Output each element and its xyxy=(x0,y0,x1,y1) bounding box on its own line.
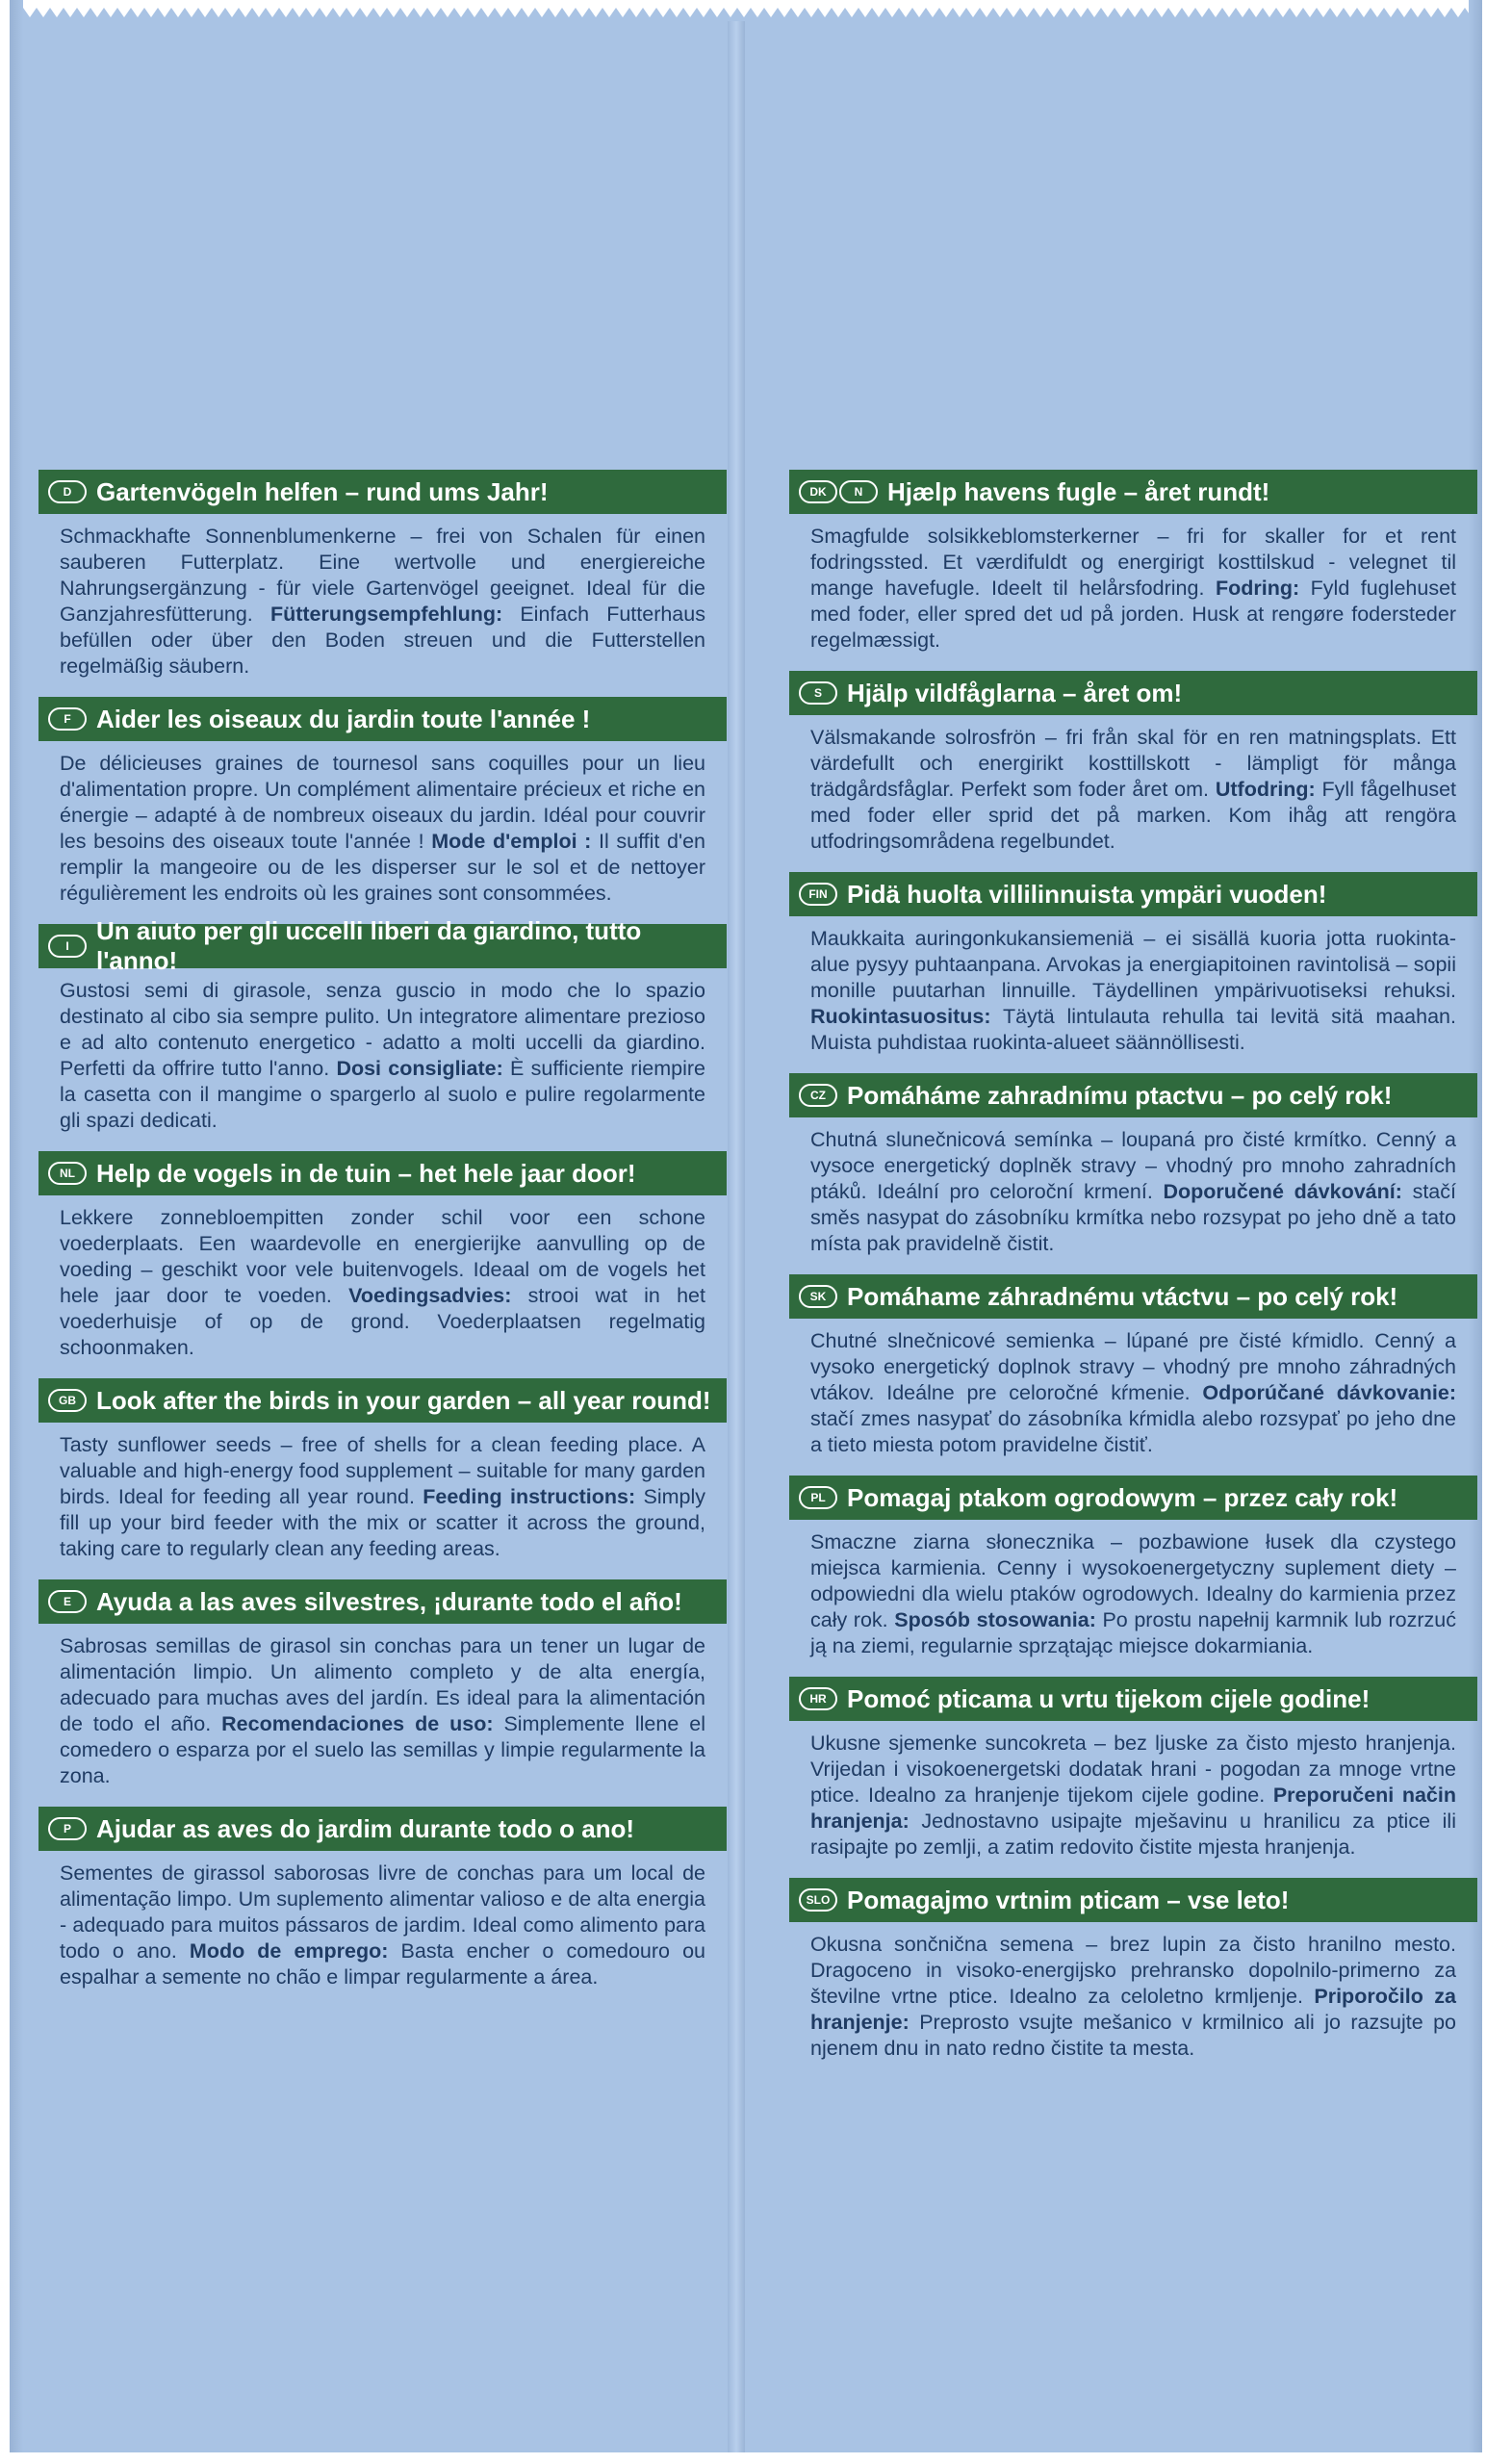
section-body xyxy=(789,1922,1477,2062)
left-column xyxy=(38,470,727,2008)
section-body xyxy=(38,1195,727,1361)
section-title: Pomagaj ptakom ogrodowym – przez cały rok! xyxy=(847,1482,1398,1512)
body-text: De délicieuses graines de tournesol sans coquilles pour un lieu d'alimentation propre. Un complément alimentaire précieux et riche en énergie – adapté à de nombreux oiseaux du jardin. Idéal pour couvrir les besoins des oiseaux toute l'année ! xyxy=(60,752,705,853)
section-title: Help de vogels in de tuin – het hele jaar door! xyxy=(96,1158,636,1188)
language-section xyxy=(38,697,727,907)
section-title: Pomagajmo vrtnim pticam – vse leto! xyxy=(847,1885,1290,1914)
language-code-badge: SK xyxy=(799,1285,837,1308)
section-body xyxy=(789,1117,1477,1257)
section-banner xyxy=(789,1274,1477,1319)
section-body xyxy=(789,1520,1477,1659)
instructions-text: Preprosto vsujte mešanico v krmilnico ali jo razsujte po njenem dnu in nato redno čistite ta mesta. xyxy=(810,2011,1456,2060)
instructions-label: Dosi consigliate: xyxy=(336,1057,503,1080)
instructions-label: Ruokintasuositus: xyxy=(810,1005,991,1028)
instructions-text: stačí zmes nasypať do zásobníka kŕmidla alebo rozsypať po jeho dne a tieto miesta potom pravidelne čistiť. xyxy=(810,1407,1456,1456)
body-text: Gustosi semi di girasole, senza guscio in modo che lo spazio destinato al cibo sia sempre pulito. Un integratore alimentare prezioso e ad alto contenuto energetico - adatto a molti uccelli da giardino. Perfetti da offrire tutto l'anno. xyxy=(60,979,705,1080)
body-text: Lekkere zonnebloempitten zonder schil voor een schone voederplaats. Een waardevolle en energierijke aanvulling op de voeding – geschikt voor vele buitenvogels. Ideaal om de vogels het hele jaar door te voeden. xyxy=(60,1206,705,1307)
instructions-text: Täytä lintulauta rehulla tai levitä sitä maahan. Muista puhdistaa ruokinta-alueet säännöllisesti. xyxy=(810,1005,1456,1054)
language-code-badge: I xyxy=(48,935,87,958)
language-code-badge: S xyxy=(799,681,837,705)
section-body xyxy=(789,916,1477,1056)
language-code-badge: SLO xyxy=(799,1888,837,1912)
section-title: Pomáháme zahradnímu ptactvu – po celý rok! xyxy=(847,1080,1393,1110)
serrated-top-edge xyxy=(10,0,1482,21)
instructions-label: Priporočilo za hranjenje: xyxy=(810,1985,1456,2034)
section-title: Pomáhame záhradnému vtáctvu – po celý rok! xyxy=(847,1281,1398,1311)
instructions-label: Modo de emprego: xyxy=(189,1939,389,1963)
body-text: Ukusne sjemenke suncokreta – bez ljuske za čisto mjesto hranjenja. Vrijedan i visokoenergetski dodatak hrani - pogodan za mnoge vrtne ptice. Idealno za hranjenje tijekom cijele godine. xyxy=(810,1732,1456,1807)
section-body xyxy=(789,1319,1477,1458)
language-code-badge: E xyxy=(48,1590,87,1613)
body-text: Välsmakande solrosfrön – fri från skal för en ren matningsplats. Ett värdefullt och energirikt kosttillskott - lämpligt för många trädgårdsfåglar. Perfekt som foder året om. xyxy=(810,726,1456,801)
language-section xyxy=(789,1476,1477,1659)
section-title: Ajudar as aves do jardim durante todo o ano! xyxy=(96,1813,635,1843)
section-title: Aider les oiseaux du jardin toute l'année ! xyxy=(96,704,591,733)
language-code-badge: D xyxy=(48,480,87,503)
section-body xyxy=(38,1851,727,1990)
language-code-badge: PL xyxy=(799,1486,837,1509)
section-banner xyxy=(38,1807,727,1851)
language-section xyxy=(789,470,1477,654)
instructions-label: Fütterungsempfehlung: xyxy=(269,603,503,626)
instructions-label: Odporúčané dávkovanie: xyxy=(1202,1381,1456,1404)
language-section xyxy=(38,916,727,1134)
section-banner xyxy=(789,1677,1477,1721)
language-section xyxy=(38,1151,727,1361)
section-body xyxy=(789,715,1477,855)
instructions-text: Fyld fuglehuset med foder, eller spred det ud på jorden. Husk at rengøre fodersteder regelmæssigt. xyxy=(810,577,1457,652)
section-banner xyxy=(789,671,1477,715)
body-text: Sementes de girassol saborosas livre de conchas para um local de alimentação limpo. Um suplemento alimentar valioso e de alta energia - adequado para muitos pássaros de jardim. Ideal como alimento para todo o ano. xyxy=(60,1861,705,1963)
language-section xyxy=(789,1073,1477,1257)
language-code-badge: CZ xyxy=(799,1084,837,1107)
section-banner xyxy=(789,872,1477,916)
instructions-label: Preporučeni način hranjenja: xyxy=(810,1784,1456,1833)
section-body xyxy=(789,514,1477,654)
section-body xyxy=(38,741,727,907)
section-title: Pomoć pticama u vrtu tijekom cijele godine! xyxy=(847,1683,1371,1713)
language-section xyxy=(38,1378,727,1562)
instructions-text: strooi wat in het voederhuisje of op de grond. Voederplaatsen regelmatig schoonmaken. xyxy=(60,1284,705,1359)
instructions-text: Simply fill up your bird feeder with the mix or scatter it across the ground, taking care to regularly clean any feeding areas. xyxy=(60,1485,705,1560)
section-banner xyxy=(38,1579,727,1624)
language-code-badge: DK xyxy=(799,480,837,503)
instructions-label: Utfodring: xyxy=(1215,778,1316,801)
section-banner xyxy=(38,1378,727,1423)
language-section xyxy=(789,1677,1477,1861)
section-body xyxy=(789,1721,1477,1861)
section-body xyxy=(38,514,727,680)
section-title: Gartenvögeln helfen – rund ums Jahr! xyxy=(96,476,549,506)
language-section xyxy=(789,671,1477,855)
package-left-fold xyxy=(10,0,23,2452)
language-code-badge: HR xyxy=(799,1687,837,1710)
language-section xyxy=(789,1878,1477,2062)
body-text: Tasty sunflower seeds – free of shells for a clean feeding place. A valuable and high-energy food supplement – suitable for many garden birds. Ideal for feeding all year round. xyxy=(60,1433,705,1508)
section-body xyxy=(38,1423,727,1562)
instructions-label: Feeding instructions: xyxy=(423,1485,636,1508)
section-title: Ayuda a las aves silvestres, ¡durante todo el año! xyxy=(96,1586,682,1616)
language-section xyxy=(38,1579,727,1789)
instructions-text: Fyll fågelhuset med foder eller sprid det på marken. Kom ihåg att rengöra utfodringsområdena regelbundet. xyxy=(810,778,1456,853)
section-title: Pidä huolta villilinnuista ympäri vuoden! xyxy=(847,879,1327,909)
section-title: Look after the birds in your garden – all year round! xyxy=(96,1385,711,1415)
instructions-label: Doporučené dávkování: xyxy=(1163,1180,1402,1203)
instructions-label: Voedingsadvies: xyxy=(348,1284,512,1307)
section-banner xyxy=(38,1151,727,1195)
instructions-text: È sufficiente riempire la casetta con il mangime o spargerlo al suolo e pulire regolarmente gli spazi dedicati. xyxy=(60,1057,705,1132)
language-code-badge: GB xyxy=(48,1389,87,1412)
instructions-text: Po prostu napełnij karmnik lub rozrzuć ją na ziemi, regularnie sprzątając miejsce dokarmiania. xyxy=(810,1608,1456,1657)
section-banner xyxy=(789,470,1477,514)
section-body xyxy=(38,968,727,1134)
language-code-badge: FIN xyxy=(799,883,837,906)
body-text: Smaczne ziarna słonecznika – pozbawione łusek dla czystego miejsca karmienia. Cenny i wysokoenergetyczny suplement diety – odpowiedni dla wielu ptaków ogrodowych. Idealny do karmienia przez cały rok. xyxy=(810,1530,1456,1631)
language-code-badge: NL xyxy=(48,1162,87,1185)
body-text: Chutné slnečnicové semienka – lúpané pre čisté kŕmidlo. Cenný a vysoko energetický doplnok stravy – vhodný pre mnoho záhradných vtákov. Ideálne pre celoročné kŕmenie. xyxy=(810,1329,1456,1404)
right-column xyxy=(789,470,1477,2079)
body-text: Sabrosas semillas de girasol sin conchas para un tener un lugar de alimentación limpio. Un alimento completo y de alta energía, adecuado para muchas aves del jardín. Es ideal para la alimentación de todo el año. xyxy=(60,1634,705,1735)
language-section xyxy=(38,1807,727,1990)
language-section xyxy=(789,872,1477,1056)
instructions-label: Mode d'emploi : xyxy=(431,830,592,853)
package-center-seam xyxy=(728,21,745,2452)
section-title: Hjælp havens fugle – året rundt! xyxy=(887,476,1270,506)
instructions-text: Jednostavno usipajte mješavinu u hranilicu za ptice ili rasipajte po zemlji, a zatim redovito čistite mjesta hranjenja. xyxy=(810,1810,1456,1859)
body-text: Schmackhafte Sonnenblumenkerne – frei von Schalen für einen sauberen Futterplatz. Eine wertvolle und energiereiche Nahrungsergänzung - für viele Gartenvögel geeignet. Ideal für die Ganzjahresfütterung. xyxy=(60,525,705,626)
body-text: Maukkaita auringonkukansiemeniä – ei sisällä kuoria jotta ruokinta-alue pysyy puhtaanpana. Arvokas ja energiapitoinen ravintolisä – sopii monille puutarhan linnuille. Täydellinen ympärivuotiseksi rehuksi. xyxy=(810,927,1456,1002)
section-title: Un aiuto per gli uccelli liberi da giardino, tutto l'anno! xyxy=(96,916,642,975)
instructions-text: stačí směs nasypat do zásobníku krmítka nebo rozsypat po jeho dně a tato místa pak pravidelně čistit. xyxy=(810,1180,1456,1255)
language-section xyxy=(38,470,727,680)
body-text: Okusna sončnična semena – brez lupin za čisto hranilno mesto. Dragoceno in visoko-energijsko prehransko dopolnilo-primerno za številne vrtne ptice. Idealno za celoletno krmljenje. xyxy=(810,1933,1456,2008)
section-banner xyxy=(38,916,727,975)
section-banner xyxy=(789,1476,1477,1520)
section-banner xyxy=(38,470,727,514)
section-banner xyxy=(789,1878,1477,1922)
instructions-text: Basta encher o comedouro ou espalhar a semente no chão e limpar regularmente a área. xyxy=(60,1939,706,1989)
section-body xyxy=(38,1624,727,1789)
body-text: Smagfulde solsikkeblomsterkerner – fri for skaller for et rent fodringssted. Et værdifuldt og energirigt kosttilskud - velegnet til mange havefugle. Ideelt til helårsfodring. xyxy=(810,525,1456,600)
section-banner xyxy=(38,697,727,741)
language-code-badge: N xyxy=(839,480,878,503)
instructions-label: Sposób stosowania: xyxy=(894,1608,1096,1631)
instructions-text: Il suffit d'en remplir la mangeoire ou de les disperser sur le sol et de nettoyer régulièrement les endroits où les graines sont consommées. xyxy=(60,830,705,905)
section-title: Hjälp vildfåglarna – året om! xyxy=(847,678,1183,707)
language-section xyxy=(789,1274,1477,1458)
instructions-text: Simplemente llene el comedero o esparza por el suelo las semillas y limpie regularmente la zona. xyxy=(60,1712,705,1787)
package-back xyxy=(10,0,1482,2452)
section-banner xyxy=(789,1073,1477,1117)
instructions-label: Fodring: xyxy=(1215,577,1300,600)
language-code-badge: P xyxy=(48,1817,87,1840)
instructions-label: Recomendaciones de uso: xyxy=(221,1712,494,1735)
instructions-text: Einfach Futterhaus befüllen oder über den Boden streuen und die Futterstellen regelmäßig säubern. xyxy=(60,603,705,678)
body-text: Chutná slunečnicová semínka – loupaná pro čisté krmítko. Cenný a vysoce energetický doplněk stravy – vhodný pro mnoho zahradních ptáků. Ideální pro celoroční krmení. xyxy=(810,1128,1456,1203)
language-code-badge: F xyxy=(48,707,87,731)
